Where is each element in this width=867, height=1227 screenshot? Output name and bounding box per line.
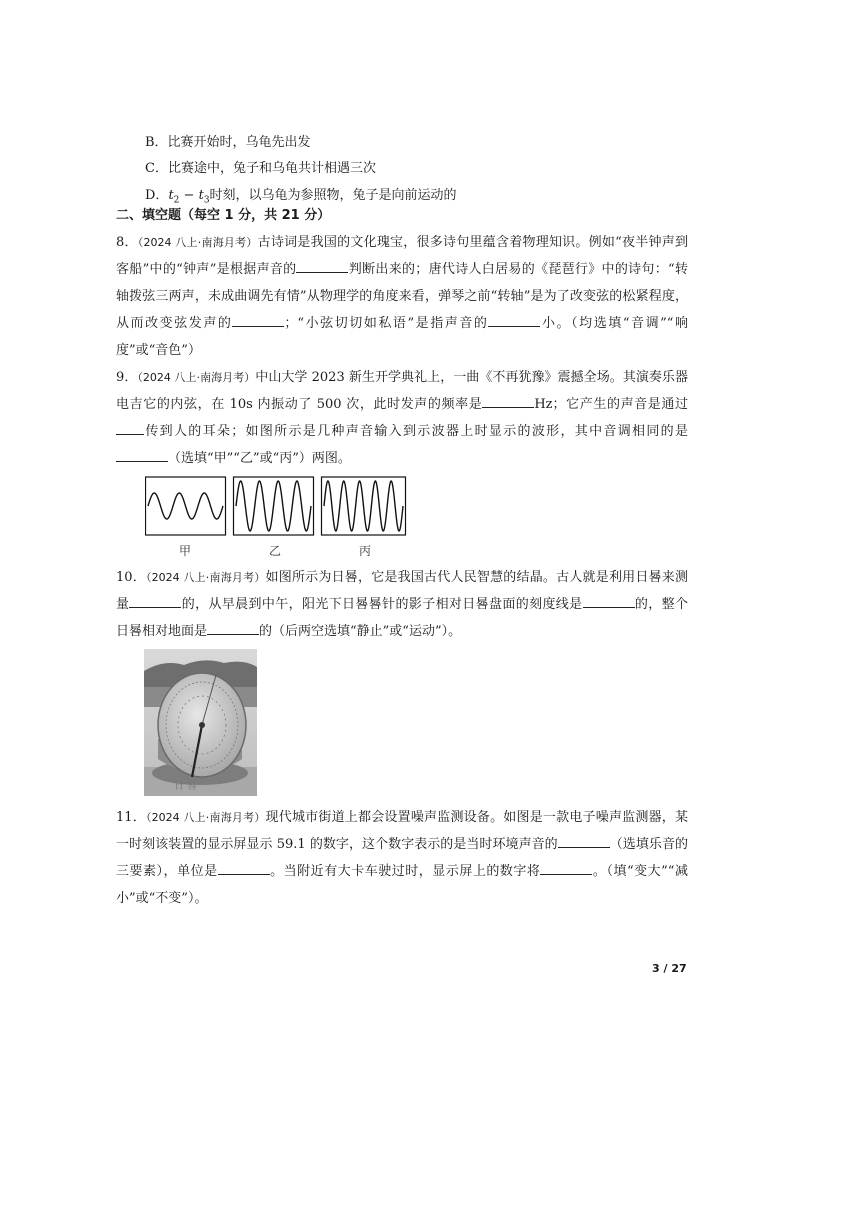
waveform-label-jia: 甲 [179,544,192,558]
question-source: （2024 八上·南海月考） [137,236,258,249]
answer-blank[interactable] [232,314,284,327]
sundial-photo [144,649,257,796]
oscilloscope-waveforms [145,476,407,538]
option-d: D．$t_2 - t_3$时刻，以乌龟为参照物，兔子是向前运动的 [145,188,457,206]
waveform-jia [146,477,226,535]
answer-blank[interactable] [488,314,540,327]
answer-blank[interactable] [482,395,534,408]
answer-blank[interactable] [207,622,259,635]
page-number: 3 / 27 [652,962,687,975]
question-number: 8． [116,235,138,250]
answer-blank[interactable] [116,449,168,462]
answer-blank[interactable] [558,835,610,848]
svg-text:日 晷: 日 晷 [174,781,198,792]
answer-blank[interactable] [540,862,592,875]
answer-blank[interactable] [218,862,270,875]
question-source: （2024 八上·南海月考） [145,571,266,584]
waveform-label-yi: 乙 [269,544,282,558]
question-source: （2024 八上·南海月考） [145,811,266,824]
waveform-bing [322,477,406,535]
option-c: C．比赛途中，兔子和乌龟共计相遇三次 [145,161,376,176]
question-8: 8．（2024 八上·南海月考）古诗词是我国的文化瑰宝，很多诗句里蕴含着物理知识。例如“夜半钟声到客船”中的“钟声”是根据声音的 判断出来的；唐代诗人白居易的《琵琶行》中的诗句：“转轴拨弦三两声，未成曲调先有情”从物理学的角度来看，弹琴之前“转轴”是为了改变弦的松紧程度，从而改变弦发声的 ；“小弦切切如私语”是指声音的 小。（均选填“音调”“响度”或“音色”） [116,235,688,358]
answer-blank[interactable] [583,595,635,608]
question-source: （2024 八上·南海月考） [137,371,256,384]
answer-blank[interactable] [296,260,348,273]
answer-blank[interactable] [116,422,144,435]
question-number: 9． [116,370,138,385]
question-number: 11． [116,810,146,825]
waveform-yi [234,477,314,535]
question-9: 9．（2024 八上·南海月考）中山大学 2023 新生开学典礼上，一曲《不再犹豫》震撼全场。其演奏乐器电吉它的内弦，在 10s 内振动了 500 次，此时发声的频率是 Hz；它产生的声音是通过传到人的耳朵；如图所示是几种声音输入到示波器上时显示的波形，其中音调相同的是（选填“甲”“乙”或“丙”）两图。 [116,370,688,466]
question-10: 10．（2024 八上·南海月考）如图所示为日晷，它是我国古代人民智慧的结晶。古人就是利用日晷来测量 的，从早晨到中午，阳光下日晷晷针的影子相对日晷盘面的刻度线是 的，整个日晷相对地面是 的（后两空选填“静止”或“运动”）。 [116,570,688,639]
question-11: 11．（2024 八上·南海月考）现代城市街道上都会设置噪声监测设备。如图是一款电子噪声监测器，某一时刻该装置的显示屏显示 59.1 的数字，这个数字表示的是当时环境声音的 （选填乐音的三要素），单位是 。当附近有大卡车驶过时，显示屏上的数字将 。（填“变大”“减小”或“不变”）。 [116,810,688,906]
section-title: 二、填空题（每空 1 分，共 21 分） [116,208,331,223]
waveform-figure [145,476,407,556]
sundial-image [144,649,257,796]
question-number: 10． [116,570,146,585]
option-b: B．比赛开始时，乌龟先出发 [145,135,311,150]
waveform-label-bing: 丙 [359,544,372,558]
answer-blank[interactable] [129,595,181,608]
